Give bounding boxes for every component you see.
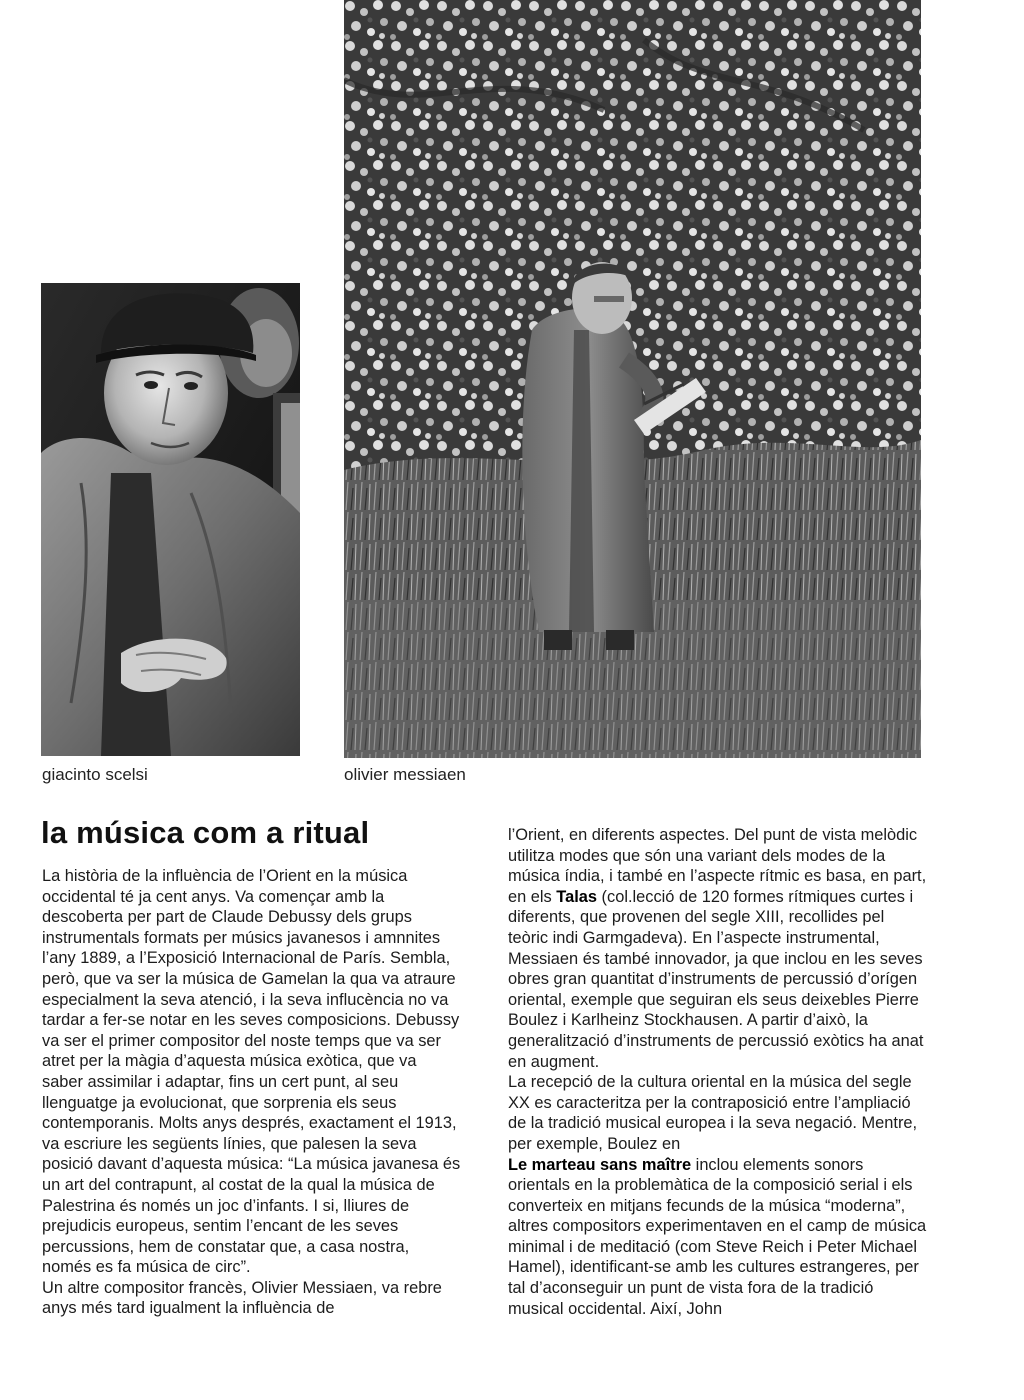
portrait-image xyxy=(41,283,300,756)
emphasis-talas: Talas xyxy=(556,887,597,906)
paragraph xyxy=(508,825,928,1072)
paragraph: La història de la influència de l’Orient en la música occidental té ja cent anys. Va començar amb la descoberta per part de Claude Debussy dels grups instrumentals formats per músics javanesos i amnnites l’any 1889, a l’Exposició Internacional de París. Sembla, però, que va ser la música de Gamelan la qua va atraure especialment la seva atenció, i la seva influcència no va tardar a fer-se notar en les seves composicions. Debussy va ser el primer compositor del noste temps que va ser atret per la màgia d’aquesta música exòtica, que va saber assimilar i adaptar, fins un cert punt, al seu llenguatge ja evolucionat, que sorprenia els seus contemporanis. Molts anys després, exactament el 1913, va escriure les següents línies, que palesen la seva posició davant d’aquesta música: “La música javanesa és un art del contrapunt, al costat de la qual la música de Palestrina és només un joc d’infants. I si, lliures de prejudicis europeus, sentim l’encant de les seves percussions, hem de constatar que, a casa nostra, només es fa música de circ”. xyxy=(42,867,461,1277)
caption-giacinto-scelsi: giacinto scelsi xyxy=(42,765,148,784)
paragraph xyxy=(508,1072,928,1319)
article-title: la música com a ritual xyxy=(41,815,370,850)
text-run: La recepció de la cultura oriental en la música del segle XX es caracteritza per la contraposició entre l’ampliació de la tradició musical europea i la seva negació. Mentre, per exemple, Boulez en xyxy=(508,1073,918,1153)
article-left-column xyxy=(42,866,462,1319)
text-run: inclou elements sonors orientals en la problemàtica de la composició serial i els converteix en mitjans fecunds de la música “moderna”, altres compositors experimentaven en el camp de música minimal i de meditació (com Steve Reich i Peter Michael Hamel), identificant-se amb les cultures estrangeres, per tal d’aconseguir un punt de vista fora de la tradició musical occidental. Així, John xyxy=(508,1155,927,1318)
photo-giacinto-scelsi xyxy=(41,283,300,756)
caption-olivier-messiaen: olivier messiaen xyxy=(344,765,466,784)
landscape-image xyxy=(344,0,921,758)
text-run: l’Orient, en diferents aspectes. Del punt de vista melòdic utilitza modes que són una variant dels modes de la música índia, i també en l’aspecte rítmic es basa, en part, en els xyxy=(508,826,927,906)
emphasis-work-title: Le marteau sans maître xyxy=(508,1155,692,1174)
paragraph: Un altre compositor francès, Olivier Messiaen, va rebre anys més tard igualment la influència de xyxy=(42,1278,442,1318)
article-right-column xyxy=(508,825,928,1319)
text-run: (col.lecció de 120 formes rítmiques curtes i diferents, que provenen del segle XIII, recollides pel teòric indi Garmgadeva). En l’aspecte instrumental, Messiaen és també innovador, ja que inclou en les seves obres gran quantitat d’instruments de percussió d’orígen oriental, exemple que seguiran els seus deixebles Pierre Boulez i Karlheinz Stockhausen. A partir d’això, la generalització d’instruments de percussió exòtics ha anat en augment. xyxy=(508,887,924,1071)
photo-olivier-messiaen xyxy=(344,0,921,758)
